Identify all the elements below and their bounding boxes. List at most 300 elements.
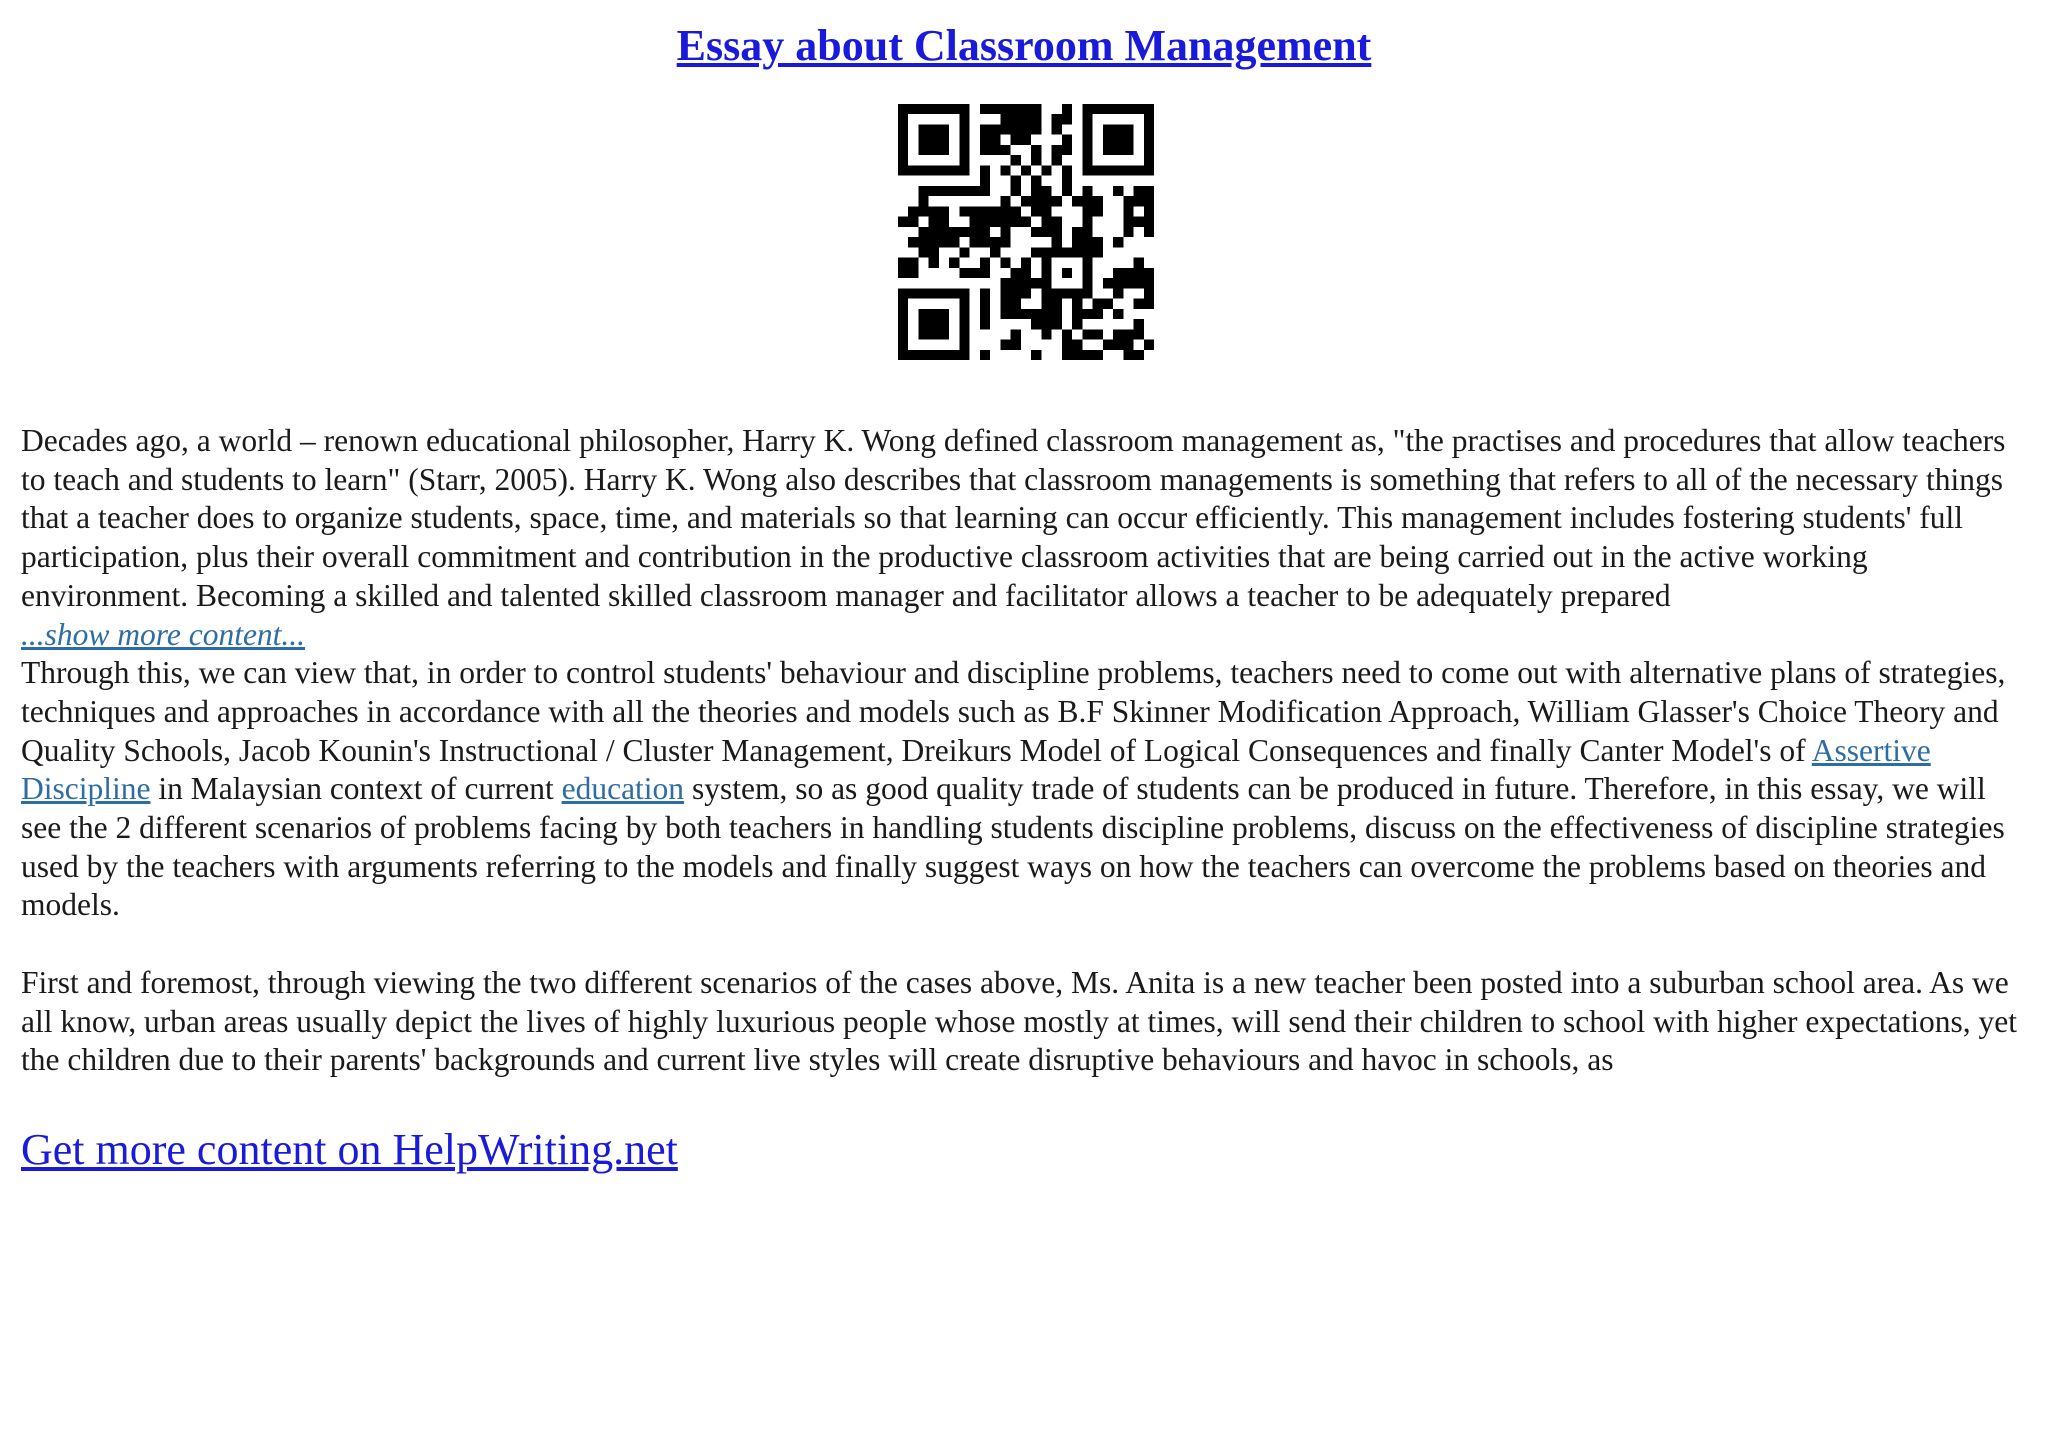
qr-module <box>1103 135 1113 145</box>
qr-module <box>1041 165 1051 175</box>
qr-module <box>1134 278 1144 288</box>
qr-module <box>929 145 939 155</box>
qr-module <box>1052 247 1062 257</box>
qr-module <box>939 165 949 175</box>
qr-module <box>990 206 1000 216</box>
qr-module <box>1011 278 1021 288</box>
qr-module <box>959 135 969 145</box>
qr-module <box>1103 104 1113 114</box>
qr-module <box>1113 278 1123 288</box>
qr-module <box>1062 104 1072 114</box>
paragraph-spacer <box>21 925 2031 964</box>
qr-module <box>959 340 969 350</box>
qr-module <box>980 145 990 155</box>
qr-module <box>1082 135 1092 145</box>
qr-module <box>970 227 980 237</box>
qr-module <box>918 247 928 257</box>
qr-module <box>1041 288 1051 298</box>
qr-module <box>980 165 990 175</box>
qr-module <box>1000 206 1010 216</box>
qr-module <box>949 227 959 237</box>
qr-module <box>1041 268 1051 278</box>
qr-module <box>959 206 969 216</box>
qr-module <box>1062 165 1072 175</box>
qr-module <box>1062 145 1072 155</box>
qr-module <box>929 237 939 247</box>
qr-module <box>1062 288 1072 298</box>
qr-module <box>1000 217 1010 227</box>
qr-module <box>1134 165 1144 175</box>
qr-module <box>1052 196 1062 206</box>
qr-module <box>1072 288 1082 298</box>
qr-module <box>1072 227 1082 237</box>
qr-module <box>1093 299 1103 309</box>
qr-module <box>1093 237 1103 247</box>
qr-module <box>980 104 990 114</box>
cta-line <box>21 1122 678 1178</box>
qr-module <box>980 237 990 247</box>
qr-module <box>1052 299 1062 309</box>
qr-module <box>1041 309 1051 319</box>
qr-module <box>1103 278 1113 288</box>
qr-module <box>1000 340 1010 350</box>
qr-module <box>1123 196 1133 206</box>
qr-module <box>1113 186 1123 196</box>
qr-module <box>1000 196 1010 206</box>
qr-module <box>898 309 908 319</box>
qr-module <box>1072 247 1082 257</box>
qr-module <box>1072 309 1082 319</box>
education-link[interactable]: education <box>561 771 685 807</box>
qr-module <box>1113 237 1123 247</box>
qr-module <box>1082 186 1092 196</box>
qr-module <box>908 268 918 278</box>
qr-module <box>1082 288 1092 298</box>
qr-module <box>1011 176 1021 186</box>
qr-module <box>929 104 939 114</box>
qr-module <box>1144 227 1154 237</box>
show-more-link[interactable]: ...show more content... <box>21 616 306 652</box>
qr-module <box>1052 309 1062 319</box>
qr-module <box>1021 268 1031 278</box>
qr-module <box>1144 135 1154 145</box>
qr-module <box>1052 319 1062 329</box>
qr-module <box>1000 258 1010 268</box>
qr-module <box>1144 165 1154 175</box>
qr-module <box>1123 124 1133 134</box>
qr-module <box>959 186 969 196</box>
qr-module <box>898 155 908 165</box>
qr-module <box>1082 268 1092 278</box>
qr-module <box>1113 268 1123 278</box>
qr-module <box>1072 319 1082 329</box>
qr-module <box>1134 299 1144 309</box>
qr-module <box>908 288 918 298</box>
qr-module <box>1134 350 1144 360</box>
qr-module <box>1031 350 1041 360</box>
qr-module <box>990 135 1000 145</box>
qr-module <box>1113 145 1123 155</box>
qr-module <box>1031 104 1041 114</box>
assertive-discipline-link[interactable]: Assertive Discipline <box>21 732 1931 807</box>
qr-module <box>1144 186 1154 196</box>
qr-module <box>1000 309 1010 319</box>
qr-module <box>918 165 928 175</box>
qr-module <box>949 288 959 298</box>
qr-module <box>1041 247 1051 257</box>
qr-module <box>1082 237 1092 247</box>
qr-module <box>1041 186 1051 196</box>
qr-module <box>959 309 969 319</box>
qr-module <box>959 247 969 257</box>
qr-module <box>939 237 949 247</box>
paragraph-intro-text: Decades ago, a world – renown educational philosopher, Harry K. Wong defined classroom management as, "the practises and procedures that allow teachers to teach and students to learn" (Starr, 2005). Harry K. Wong also describes that classroom managements is something that refers to all of the necessary things that a teacher does to organize students, space, time, and materials so that learning can occur efficiently. This management includes fostering students' full participation, plus their overall commitment and contribution in the productive classroom activities that are being carried out in the active working environment. Becoming a skilled and talented skilled classroom manager and facilitator allows a teacher to be adequately prepared <box>21 423 2006 613</box>
qr-module <box>980 309 990 319</box>
qr-module <box>980 350 990 360</box>
qr-module <box>1144 288 1154 298</box>
qr-module <box>1062 114 1072 124</box>
qr-module <box>990 237 1000 247</box>
qr-module <box>1103 299 1113 309</box>
qr-module <box>990 145 1000 155</box>
qr-module <box>929 247 939 257</box>
qr-module <box>959 155 969 165</box>
qr-module <box>939 227 949 237</box>
qr-module <box>898 319 908 329</box>
qr-module <box>1052 227 1062 237</box>
qr-module <box>908 206 918 216</box>
qr-module <box>908 350 918 360</box>
qr-module <box>1011 135 1021 145</box>
qr-module <box>1072 350 1082 360</box>
qr-module <box>908 104 918 114</box>
essay-title <box>0 18 2048 74</box>
qr-module <box>1062 247 1072 257</box>
qr-module <box>1113 340 1123 350</box>
qr-module <box>1144 114 1154 124</box>
qr-module <box>980 124 990 134</box>
qr-module <box>1031 155 1041 165</box>
qr-module <box>980 135 990 145</box>
qr-module <box>1134 268 1144 278</box>
qr-module <box>1123 104 1133 114</box>
qr-module <box>1052 288 1062 298</box>
qr-module <box>949 258 959 268</box>
paragraph-scenarios: First and foremost, through viewing the two different scenarios of the cases above, Ms. Anita is a new teacher been posted into a suburban school area. As we all know, urban areas usually depict the lives of highly luxurious people whose mostly at times, will send their children to school with higher expectations, yet the children due to their parents' backgrounds and current live styles will create disruptive behaviours and havoc in schools, as <box>21 964 2018 1078</box>
qr-module <box>1011 309 1021 319</box>
qr-module <box>1144 206 1154 216</box>
qr-module <box>898 145 908 155</box>
qr-module <box>1144 299 1154 309</box>
qr-module <box>970 237 980 247</box>
qr-module <box>929 350 939 360</box>
qr-module <box>1144 340 1154 350</box>
qr-module <box>1031 278 1041 288</box>
qr-module <box>1123 217 1133 227</box>
qr-module <box>1082 124 1092 134</box>
qr-module <box>1031 227 1041 237</box>
qr-module <box>929 165 939 175</box>
qr-module <box>1041 329 1051 339</box>
qr-module <box>1113 288 1123 298</box>
qr-module <box>1093 104 1103 114</box>
qr-module <box>939 350 949 360</box>
qr-module <box>1041 206 1051 216</box>
qr-module <box>1021 288 1031 298</box>
qr-module <box>1011 329 1021 339</box>
qr-module <box>929 135 939 145</box>
qr-module <box>898 299 908 309</box>
qr-module <box>1082 329 1092 339</box>
qr-module <box>898 340 908 350</box>
qr-module <box>1123 268 1133 278</box>
qr-module <box>1052 145 1062 155</box>
qr-module <box>918 186 928 196</box>
qr-module <box>1134 196 1144 206</box>
qr-module <box>1134 104 1144 114</box>
qr-module <box>1134 329 1144 339</box>
qr-module <box>1134 217 1144 227</box>
qr-module <box>959 350 969 360</box>
qr-module <box>1031 114 1041 124</box>
qr-module <box>939 288 949 298</box>
qr-module <box>959 288 969 298</box>
qr-module <box>1103 165 1113 175</box>
qr-module <box>980 299 990 309</box>
qr-module <box>1134 258 1144 268</box>
qr-module <box>1072 237 1082 247</box>
qr-module <box>970 268 980 278</box>
qr-module <box>1123 278 1133 288</box>
qr-module <box>1082 155 1092 165</box>
qr-module <box>970 206 980 216</box>
qr-module <box>1082 309 1092 319</box>
qr-module <box>929 206 939 216</box>
qr-module <box>1031 206 1041 216</box>
qr-module <box>918 124 928 134</box>
qr-module <box>1144 196 1154 206</box>
qr-module <box>1011 124 1021 134</box>
qr-module <box>1000 299 1010 309</box>
qr-module <box>1113 135 1123 145</box>
qr-module <box>918 319 928 329</box>
qr-module <box>970 186 980 196</box>
qr-module <box>1000 227 1010 237</box>
qr-module <box>1123 350 1133 360</box>
qr-module <box>898 165 908 175</box>
qr-module <box>1000 124 1010 134</box>
qr-module <box>1000 165 1010 175</box>
qr-module <box>959 145 969 155</box>
qr-module <box>959 227 969 237</box>
qr-module <box>1082 247 1092 257</box>
qr-module <box>949 165 959 175</box>
qr-module <box>898 258 908 268</box>
qr-module <box>939 319 949 329</box>
qr-module <box>898 135 908 145</box>
qr-module <box>990 124 1000 134</box>
qr-module <box>939 186 949 196</box>
qr-module <box>1103 124 1113 134</box>
qr-module <box>1011 268 1021 278</box>
qr-module <box>1041 227 1051 237</box>
qr-module <box>1021 114 1031 124</box>
qr-module <box>1041 258 1051 268</box>
qr-module <box>1062 268 1072 278</box>
qr-module <box>980 319 990 329</box>
qr-module <box>929 186 939 196</box>
qr-module <box>1082 206 1092 216</box>
qr-module <box>929 288 939 298</box>
qr-module <box>918 104 928 114</box>
paragraph-intro <box>21 422 2031 925</box>
qr-module <box>908 217 918 227</box>
qr-module <box>939 124 949 134</box>
qr-module <box>1062 350 1072 360</box>
qr-module <box>1123 145 1133 155</box>
paragraph-models-text-2: in Malaysian context of current <box>150 771 562 807</box>
qr-module <box>929 329 939 339</box>
qr-module <box>1011 186 1021 196</box>
qr-module <box>949 186 959 196</box>
qr-module <box>959 104 969 114</box>
qr-module <box>1021 165 1031 175</box>
qr-module <box>918 288 928 298</box>
qr-module <box>1041 299 1051 309</box>
qr-module <box>1103 340 1113 350</box>
qr-module <box>990 247 1000 257</box>
qr-module <box>980 206 990 216</box>
qr-module <box>1041 319 1051 329</box>
qr-module <box>959 299 969 309</box>
qr-module <box>1000 278 1010 288</box>
qr-module <box>1011 217 1021 227</box>
qr-module <box>1144 155 1154 165</box>
qr-module <box>918 329 928 339</box>
qr-module <box>959 165 969 175</box>
qr-module <box>929 258 939 268</box>
qr-module <box>1011 288 1021 298</box>
qr-module <box>898 104 908 114</box>
qr-code <box>898 104 1154 360</box>
qr-module <box>918 227 928 237</box>
paragraph-models-text-1: Through this, we can view that, in order to control students' behaviour and discipline problems, teachers need to come out with alternative plans of strategies, techniques and approaches in accordance with all the theories and models such as B.F Skinner Modification Approach, William Glasser's Choice Theory and Quality Schools, Jacob Kounin's Instructional / Cluster Management, Dreikurs Model of Logical Consequences and finally Canter Model's of <box>21 655 2006 768</box>
qr-module <box>959 268 969 278</box>
qr-module <box>1103 145 1113 155</box>
qr-module <box>898 217 908 227</box>
qr-module <box>1082 196 1092 206</box>
qr-module <box>990 104 1000 114</box>
qr-module <box>1134 186 1144 196</box>
qr-module <box>1093 329 1103 339</box>
qr-module <box>1041 196 1051 206</box>
qr-module <box>939 104 949 114</box>
qr-module <box>1072 196 1082 206</box>
qr-module <box>1000 104 1010 114</box>
qr-module <box>1093 247 1103 257</box>
qr-module <box>929 217 939 227</box>
qr-module <box>980 176 990 186</box>
qr-module <box>1093 309 1103 319</box>
qr-module <box>1144 278 1154 288</box>
qr-module <box>1031 309 1041 319</box>
qr-module <box>918 237 928 247</box>
qr-module <box>1062 340 1072 350</box>
qr-module <box>1093 196 1103 206</box>
qr-module <box>939 145 949 155</box>
qr-module <box>1011 114 1021 124</box>
qr-module <box>1000 237 1010 247</box>
qr-module <box>929 309 939 319</box>
qr-module <box>908 237 918 247</box>
qr-module <box>1021 217 1031 227</box>
qr-module <box>1144 104 1154 114</box>
qr-module <box>1072 340 1082 350</box>
qr-module <box>918 145 928 155</box>
qr-module <box>1000 288 1010 298</box>
qr-module <box>1031 124 1041 134</box>
essay-title-link[interactable]: Essay about Classroom Management <box>676 21 1372 70</box>
qr-module <box>1000 145 1010 155</box>
get-more-content-link[interactable]: Get more content on HelpWriting.net <box>21 1125 678 1174</box>
qr-module <box>1144 145 1154 155</box>
qr-module <box>949 350 959 360</box>
qr-module <box>1123 340 1133 350</box>
qr-module <box>959 114 969 124</box>
qr-module <box>1082 114 1092 124</box>
qr-module <box>1041 217 1051 227</box>
qr-module <box>939 329 949 339</box>
qr-module <box>1011 340 1021 350</box>
qr-module <box>1000 114 1010 124</box>
qr-module <box>1082 217 1092 227</box>
qr-module <box>1031 319 1041 329</box>
qr-module <box>1011 206 1021 216</box>
qr-module <box>939 309 949 319</box>
qr-module <box>1021 104 1031 114</box>
qr-module <box>1082 165 1092 175</box>
qr-module <box>1082 350 1092 360</box>
qr-module <box>1082 104 1092 114</box>
qr-module <box>1113 165 1123 175</box>
qr-module <box>918 196 928 206</box>
qr-module <box>1113 124 1123 134</box>
qr-module <box>959 124 969 134</box>
qr-module <box>898 114 908 124</box>
qr-module <box>898 329 908 339</box>
qr-module <box>1031 176 1041 186</box>
qr-module <box>1011 104 1021 114</box>
essay-body <box>21 422 2031 1080</box>
qr-module <box>1082 227 1092 237</box>
qr-module <box>1052 155 1062 165</box>
qr-module <box>1144 268 1154 278</box>
qr-module <box>1113 104 1123 114</box>
qr-module <box>1123 227 1133 237</box>
qr-module <box>1082 258 1092 268</box>
qr-module <box>1113 309 1123 319</box>
qr-module <box>1134 319 1144 329</box>
qr-module <box>898 350 908 360</box>
qr-module <box>980 227 990 237</box>
qr-module <box>1021 309 1031 319</box>
qr-module <box>1123 206 1133 216</box>
qr-module <box>1021 258 1031 268</box>
qr-module <box>1021 278 1031 288</box>
qr-module <box>980 217 990 227</box>
qr-module <box>1093 165 1103 175</box>
qr-module <box>1041 278 1051 288</box>
